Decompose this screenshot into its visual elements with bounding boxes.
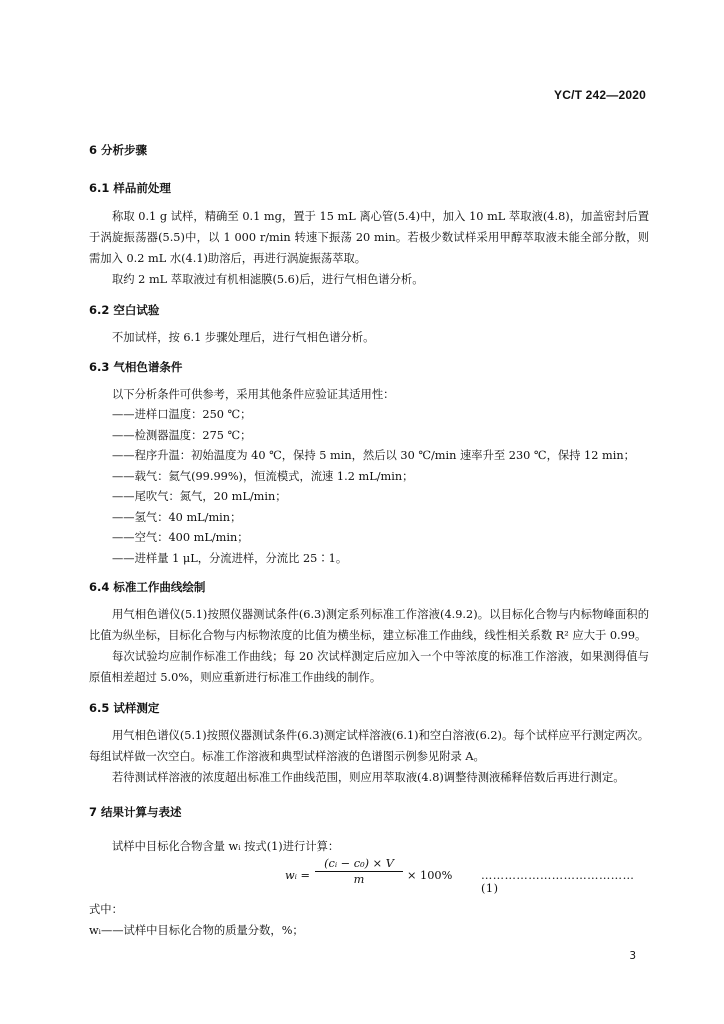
condition-item: ——进样口温度：250 ℃； [112,408,252,421]
section-6-5-title: 6.5 试样测定 [89,701,160,715]
section-6-3-lead: 以下分析条件可供参考，采用其他条件应验证其适用性： [112,388,395,401]
formula-1 [89,857,649,897]
where-label: 式中： [89,903,123,916]
section-6-4-title: 6.4 标准工作曲线绘制 [89,580,206,594]
section-6-3-title: 6.3 气相色谱条件 [89,360,183,374]
condition-item: ——载气：氦气(99.99%)，恒流模式，流速 1.2 mL/min； [112,469,414,483]
condition-item: ——氢气：40 mL/min； [112,510,242,524]
condition-item: ——空气：400 mL/min； [112,531,249,544]
section-6-1-title: 6.1 样品前处理 [89,181,171,195]
section-6-2-title: 6.2 空白试验 [89,303,160,317]
formula-denominator: m [353,873,365,886]
formula-rhs: × 100% [407,869,453,882]
section-6-5-paragraph-1: 用气相色谱仪(5.1)按照仪器测试条件(6.3)测定试样溶液(6.1)和空白溶液(6.2)。每个试样应平行测定两次。每组试样做一次空白。标准工作溶液和典型试样溶液的色谱图示例参见附录 A。 [89,729,649,763]
section-6-4-paragraph-1: 用气相色谱仪(5.1)按照仪器测试条件(6.3)测定系列标准工作溶液(4.9.2)。以目标化合物与内标物峰面积的比值为纵坐标，目标化合物与内标物浓度的比值为横坐标，建立标准工作曲线，线性相关系数 R² 应大于 0.99。 [89,608,649,642]
section-6-1-paragraph-2: 取约 2 mL 萃取液过有机相滤膜(5.6)后，进行气相色谱分析。 [112,273,424,286]
condition-item: ——尾吹气：氮气，20 mL/min； [112,490,287,503]
section-7-lead: 试样中目标化合物含量 wᵢ 按式(1)进行计算： [112,840,340,853]
section-6-1-paragraph-1: 称取 0.1 g 试样，精确至 0.1 mg，置于 15 mL 离心管(5.4)中，加入 10 mL 萃取液(4.8)，加盖密封后置于涡旋振荡器(5.5)中，以 1 000 r/min 转速下振荡 20 min。若极少数试样采用甲醇萃取液未能全部分散，则需加入 0.2 mL 水(4.1)助溶后，再进行涡旋振荡萃取。 [89,210,649,265]
section-6-4-paragraph-2: 每次试验均应制作标准工作曲线；每 20 次试样测定后应加入一个中等浓度的标准工作溶液，如果测得值与原值相差超过 5.0%，则应重新进行标准工作曲线的制作。 [89,650,649,684]
formula-numerator: (cᵢ − c₀) × V [315,857,403,872]
formula-label: …………………………………(1) [481,869,635,895]
condition-item: ——程序升温：初始温度为 40 ℃，保持 5 min，然后以 30 ℃/min 速率升至 230 ℃，保持 12 min； [112,449,635,462]
formula-fraction [315,857,403,886]
document-body [89,130,649,941]
condition-item: ——检测器温度：275 ℃； [112,428,252,442]
page-number: 3 [629,950,636,962]
section-6-5-paragraph-2: 若待测试样溶液的浓度超出标准工作曲线范围，则应用萃取液(4.8)调整待测液稀释倍数后再进行测定。 [112,771,625,784]
formula-lhs: wᵢ = [285,869,310,882]
definition-w: wᵢ——试样中目标化合物的质量分数，%； [89,924,304,937]
section-6-2-paragraph-1: 不加试样，按 6.1 步骤处理后，进行气相色谱分析。 [112,331,375,344]
condition-item: ——进样量 1 μL，分流进样，分流比 25∶1。 [112,551,348,565]
section-6-title: 6 分析步骤 [89,143,148,157]
section-7-title: 7 结果计算与表述 [89,805,182,819]
standard-code: YC/T 242—2020 [554,88,646,102]
